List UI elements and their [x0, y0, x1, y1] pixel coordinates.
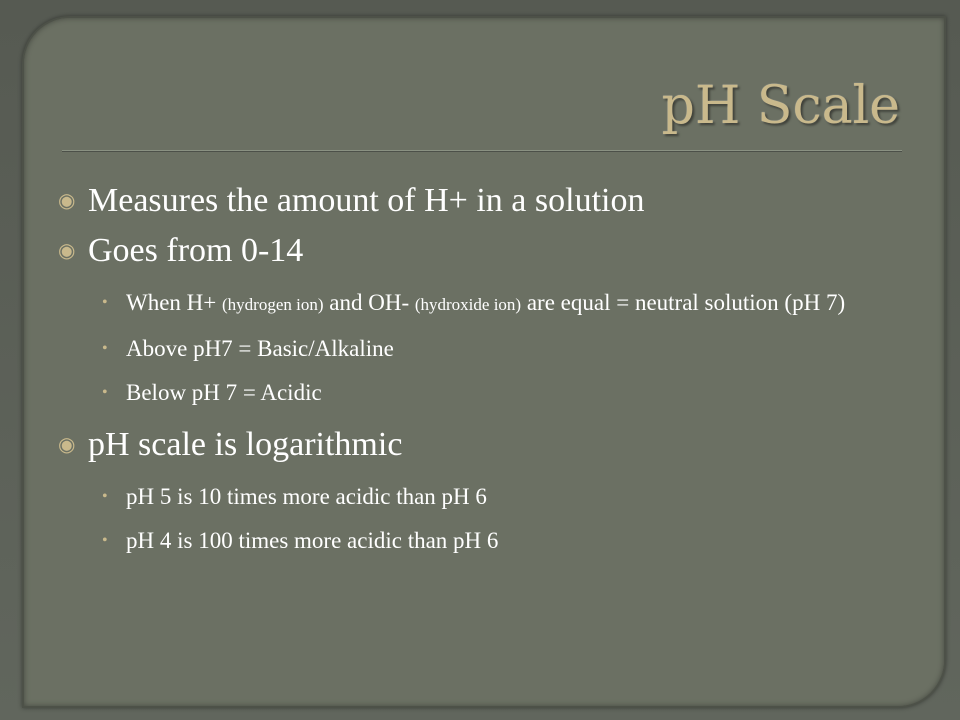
bullet-text: pH scale is logarithmic: [88, 426, 403, 463]
sub-bullet-dot-icon: •: [102, 340, 108, 357]
sub-bullet-text: [126, 286, 908, 322]
text-run: are equal = neutral solution (pH 7): [521, 290, 846, 315]
sub-bullet-item: [58, 524, 908, 558]
bullet-item: [58, 226, 908, 276]
sub-bullet-dot-icon: •: [102, 488, 108, 505]
bullet-item: [58, 176, 908, 226]
bullet-marker-icon: ◉: [58, 434, 76, 456]
sub-bullet-item: [58, 376, 908, 410]
bullet-item: [58, 420, 908, 470]
text-run-small: (hydroxide ion): [414, 295, 522, 314]
sub-bullet-item: [58, 286, 908, 322]
sub-bullet-dot-icon: •: [102, 384, 108, 401]
sub-bullet-text: pH 5 is 10 times more acidic than pH 6: [126, 484, 487, 509]
sub-bullet-dot-icon: •: [102, 294, 108, 311]
text-run: When H+: [126, 290, 222, 315]
text-run: and OH-: [323, 290, 415, 315]
sub-bullet-text: Below pH 7 = Acidic: [126, 380, 322, 405]
slide-title: pH Scale: [661, 76, 900, 136]
bullet-marker-icon: ◉: [58, 240, 76, 262]
title-divider: [62, 150, 902, 151]
sub-bullet-item: [58, 332, 908, 366]
slide-content: [58, 176, 908, 558]
sub-bullet-text: pH 4 is 100 times more acidic than pH 6: [126, 528, 499, 553]
bullet-marker-icon: ◉: [58, 190, 76, 212]
text-run-small: (hydrogen ion): [222, 295, 324, 314]
sub-bullet-text: Above pH7 = Basic/Alkaline: [126, 336, 394, 361]
sub-bullet-item: [58, 480, 908, 514]
bullet-text: Measures the amount of H+ in a solution: [88, 182, 645, 219]
bullet-text: Goes from 0-14: [88, 232, 304, 269]
sub-bullet-dot-icon: •: [102, 532, 108, 549]
